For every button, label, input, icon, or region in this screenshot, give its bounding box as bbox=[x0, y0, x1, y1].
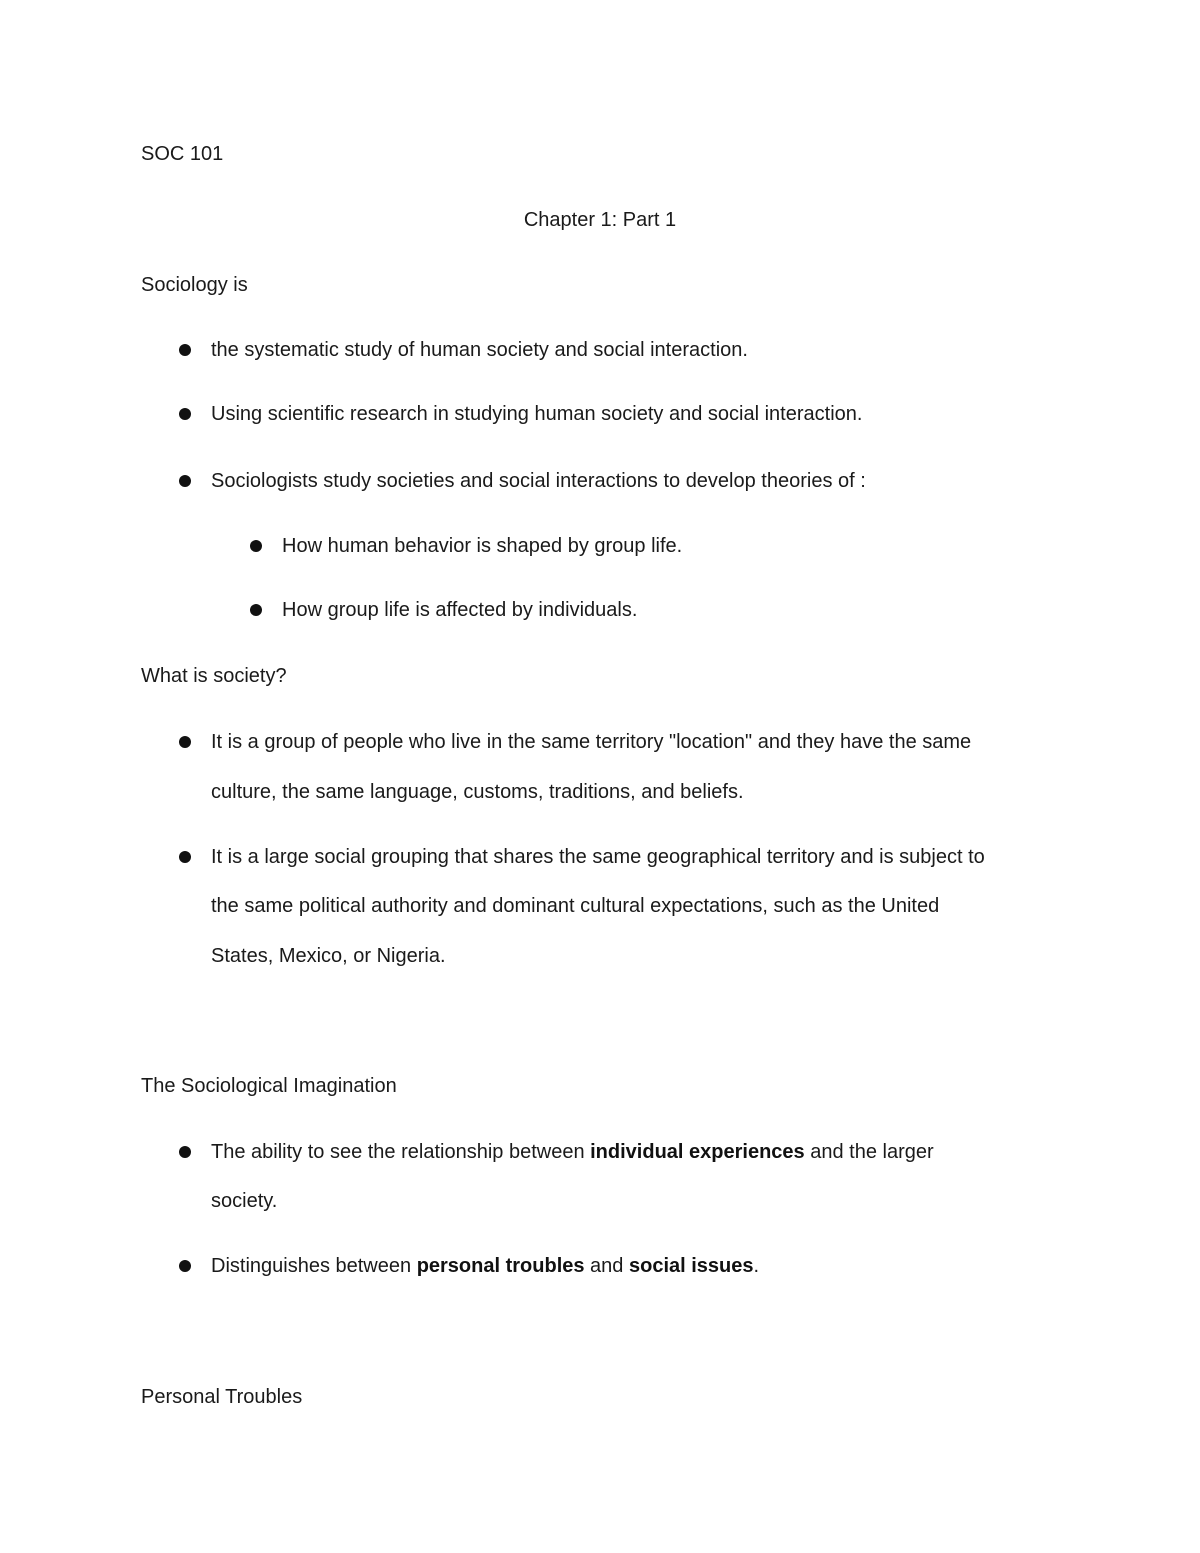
bullet-icon bbox=[179, 408, 191, 420]
section-heading-personal-troubles: Personal Troubles bbox=[141, 1386, 303, 1408]
list-item-continuation: the same political authority and dominant cultural expectations, such as the United bbox=[211, 895, 940, 917]
list-item bbox=[211, 1254, 759, 1278]
list-item-continuation: society. bbox=[211, 1190, 278, 1212]
bullet-icon bbox=[179, 736, 191, 748]
sub-list-item: How human behavior is shaped by group life. bbox=[282, 535, 683, 557]
list-item-continuation: culture, the same language, customs, traditions, and beliefs. bbox=[211, 781, 744, 803]
bullet-icon bbox=[179, 1146, 191, 1158]
text-segment: . bbox=[753, 1255, 760, 1277]
list-item: Sociologists study societies and social interactions to develop theories of : bbox=[211, 470, 866, 492]
list-item: Using scientific research in studying human society and social interaction. bbox=[211, 403, 863, 425]
bullet-icon bbox=[250, 540, 262, 552]
bullet-icon bbox=[250, 604, 262, 616]
bold-term: social issues bbox=[628, 1255, 754, 1277]
text-segment: and bbox=[584, 1255, 629, 1277]
bullet-icon bbox=[179, 475, 191, 487]
list-item bbox=[211, 1140, 934, 1164]
section-heading-sociology: Sociology is bbox=[141, 274, 248, 296]
bullet-icon bbox=[179, 1260, 191, 1272]
section-heading-imagination: The Sociological Imagination bbox=[141, 1075, 397, 1097]
bold-term: individual experiences bbox=[590, 1141, 805, 1163]
list-item: It is a large social grouping that shares the same geographical territory and is subject to bbox=[211, 846, 985, 868]
list-item: It is a group of people who live in the same territory "location" and they have the same bbox=[211, 731, 972, 753]
text-segment: and the larger bbox=[804, 1141, 934, 1163]
bullet-icon bbox=[179, 344, 191, 356]
chapter-title: Chapter 1: Part 1 bbox=[523, 209, 677, 231]
section-heading-society: What is society? bbox=[141, 665, 287, 687]
text-segment: The ability to see the relationship between bbox=[211, 1141, 591, 1163]
sub-list-item: How group life is affected by individuals. bbox=[282, 599, 638, 621]
bullet-icon bbox=[179, 851, 191, 863]
list-item: the systematic study of human society and social interaction. bbox=[211, 339, 748, 361]
text-segment: Distinguishes between bbox=[211, 1255, 417, 1277]
bold-term: personal troubles bbox=[416, 1255, 585, 1277]
course-code: SOC 101 bbox=[141, 143, 224, 165]
list-item-continuation: States, Mexico, or Nigeria. bbox=[211, 945, 446, 967]
